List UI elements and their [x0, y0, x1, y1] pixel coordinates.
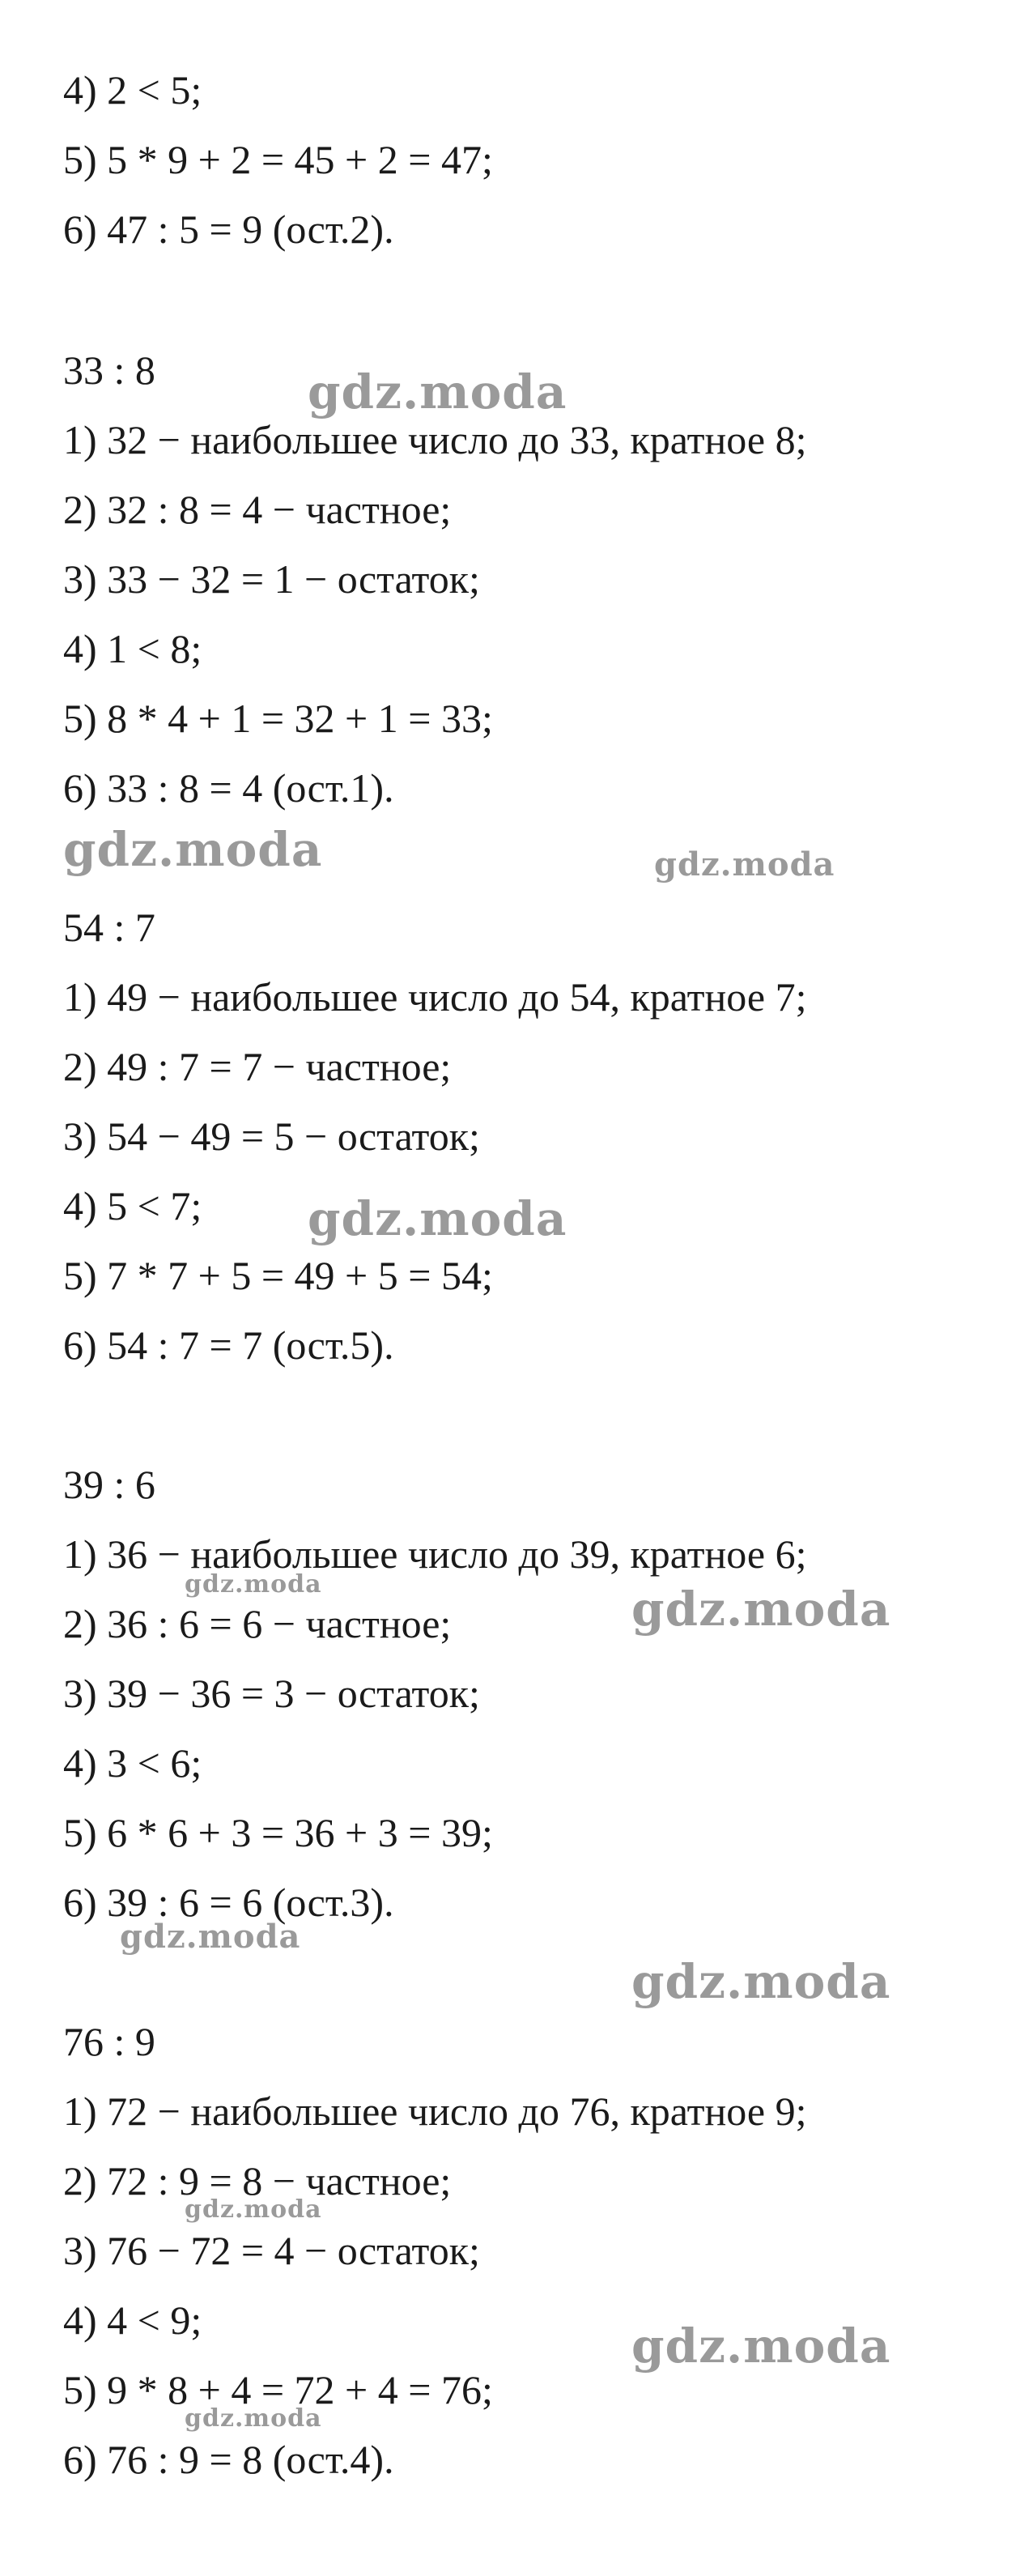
- watermark: gdz.moda: [63, 822, 323, 877]
- watermark: gdz.moda: [185, 2195, 322, 2224]
- step-line: 1) 49 − наибольшее число до 54, кратное 7;: [63, 974, 807, 1020]
- watermark: gdz.moda: [120, 1918, 301, 1956]
- step-line: 1) 36 − наибольшее число до 39, кратное 6;: [63, 1531, 807, 1577]
- step-line: 2) 32 : 8 = 4 − частное;: [63, 487, 452, 532]
- step-line: 1) 72 − наибольшее число до 76, кратное 9;: [63, 2088, 807, 2134]
- step-line: 2) 72 : 9 = 8 − частное;: [63, 2158, 452, 2203]
- problem-header: 39 : 6: [63, 1462, 155, 1507]
- step-line: 5) 8 * 4 + 1 = 32 + 1 = 33;: [63, 696, 493, 741]
- step-line: 2) 36 : 6 = 6 − частное;: [63, 1601, 452, 1646]
- problem-header: 33 : 8: [63, 347, 155, 393]
- watermark: gdz.moda: [308, 364, 567, 419]
- step-line: 2) 49 : 7 = 7 − частное;: [63, 1044, 452, 1089]
- step-line: 4) 1 < 8;: [63, 626, 202, 671]
- watermark: gdz.moda: [308, 1191, 567, 1246]
- problem-header: 76 : 9: [63, 2019, 155, 2064]
- step-line: 5) 6 * 6 + 3 = 36 + 3 = 39;: [63, 1810, 493, 1855]
- problem-header: 54 : 7: [63, 905, 155, 950]
- watermark: gdz.moda: [631, 2318, 891, 2374]
- step-line: 5) 5 * 9 + 2 = 45 + 2 = 47;: [63, 137, 493, 182]
- step-line: 3) 33 − 32 = 1 − остаток;: [63, 556, 480, 602]
- step-line: 6) 39 : 6 = 6 (ост.3).: [63, 1880, 394, 1925]
- step-line: 3) 54 − 49 = 5 − остаток;: [63, 1113, 480, 1159]
- step-line: 5) 7 * 7 + 5 = 49 + 5 = 54;: [63, 1253, 493, 1298]
- watermark: gdz.moda: [631, 1582, 891, 1637]
- step-line: 5) 9 * 8 + 4 = 72 + 4 = 76;: [63, 2367, 493, 2412]
- watermark: gdz.moda: [654, 845, 835, 884]
- step-line: 6) 76 : 9 = 8 (ост.4).: [63, 2437, 394, 2482]
- step-line: 3) 39 − 36 = 3 − остаток;: [63, 1671, 480, 1716]
- step-line: 1) 32 − наибольшее число до 33, кратное 8;: [63, 417, 807, 462]
- step-line: 6) 47 : 5 = 9 (ост.2).: [63, 207, 394, 252]
- step-line: 4) 4 < 9;: [63, 2297, 202, 2343]
- step-line: 3) 76 − 72 = 4 − остаток;: [63, 2228, 480, 2273]
- watermark: gdz.moda: [185, 2404, 322, 2433]
- watermark: gdz.moda: [631, 1954, 891, 2009]
- watermark: gdz.moda: [185, 1570, 322, 1599]
- step-line: 6) 54 : 7 = 7 (ост.5).: [63, 1322, 394, 1368]
- step-line: 4) 2 < 5;: [63, 67, 202, 113]
- step-line: 4) 3 < 6;: [63, 1740, 202, 1786]
- step-line: 4) 5 < 7;: [63, 1183, 202, 1228]
- step-line: 6) 33 : 8 = 4 (ост.1).: [63, 765, 394, 811]
